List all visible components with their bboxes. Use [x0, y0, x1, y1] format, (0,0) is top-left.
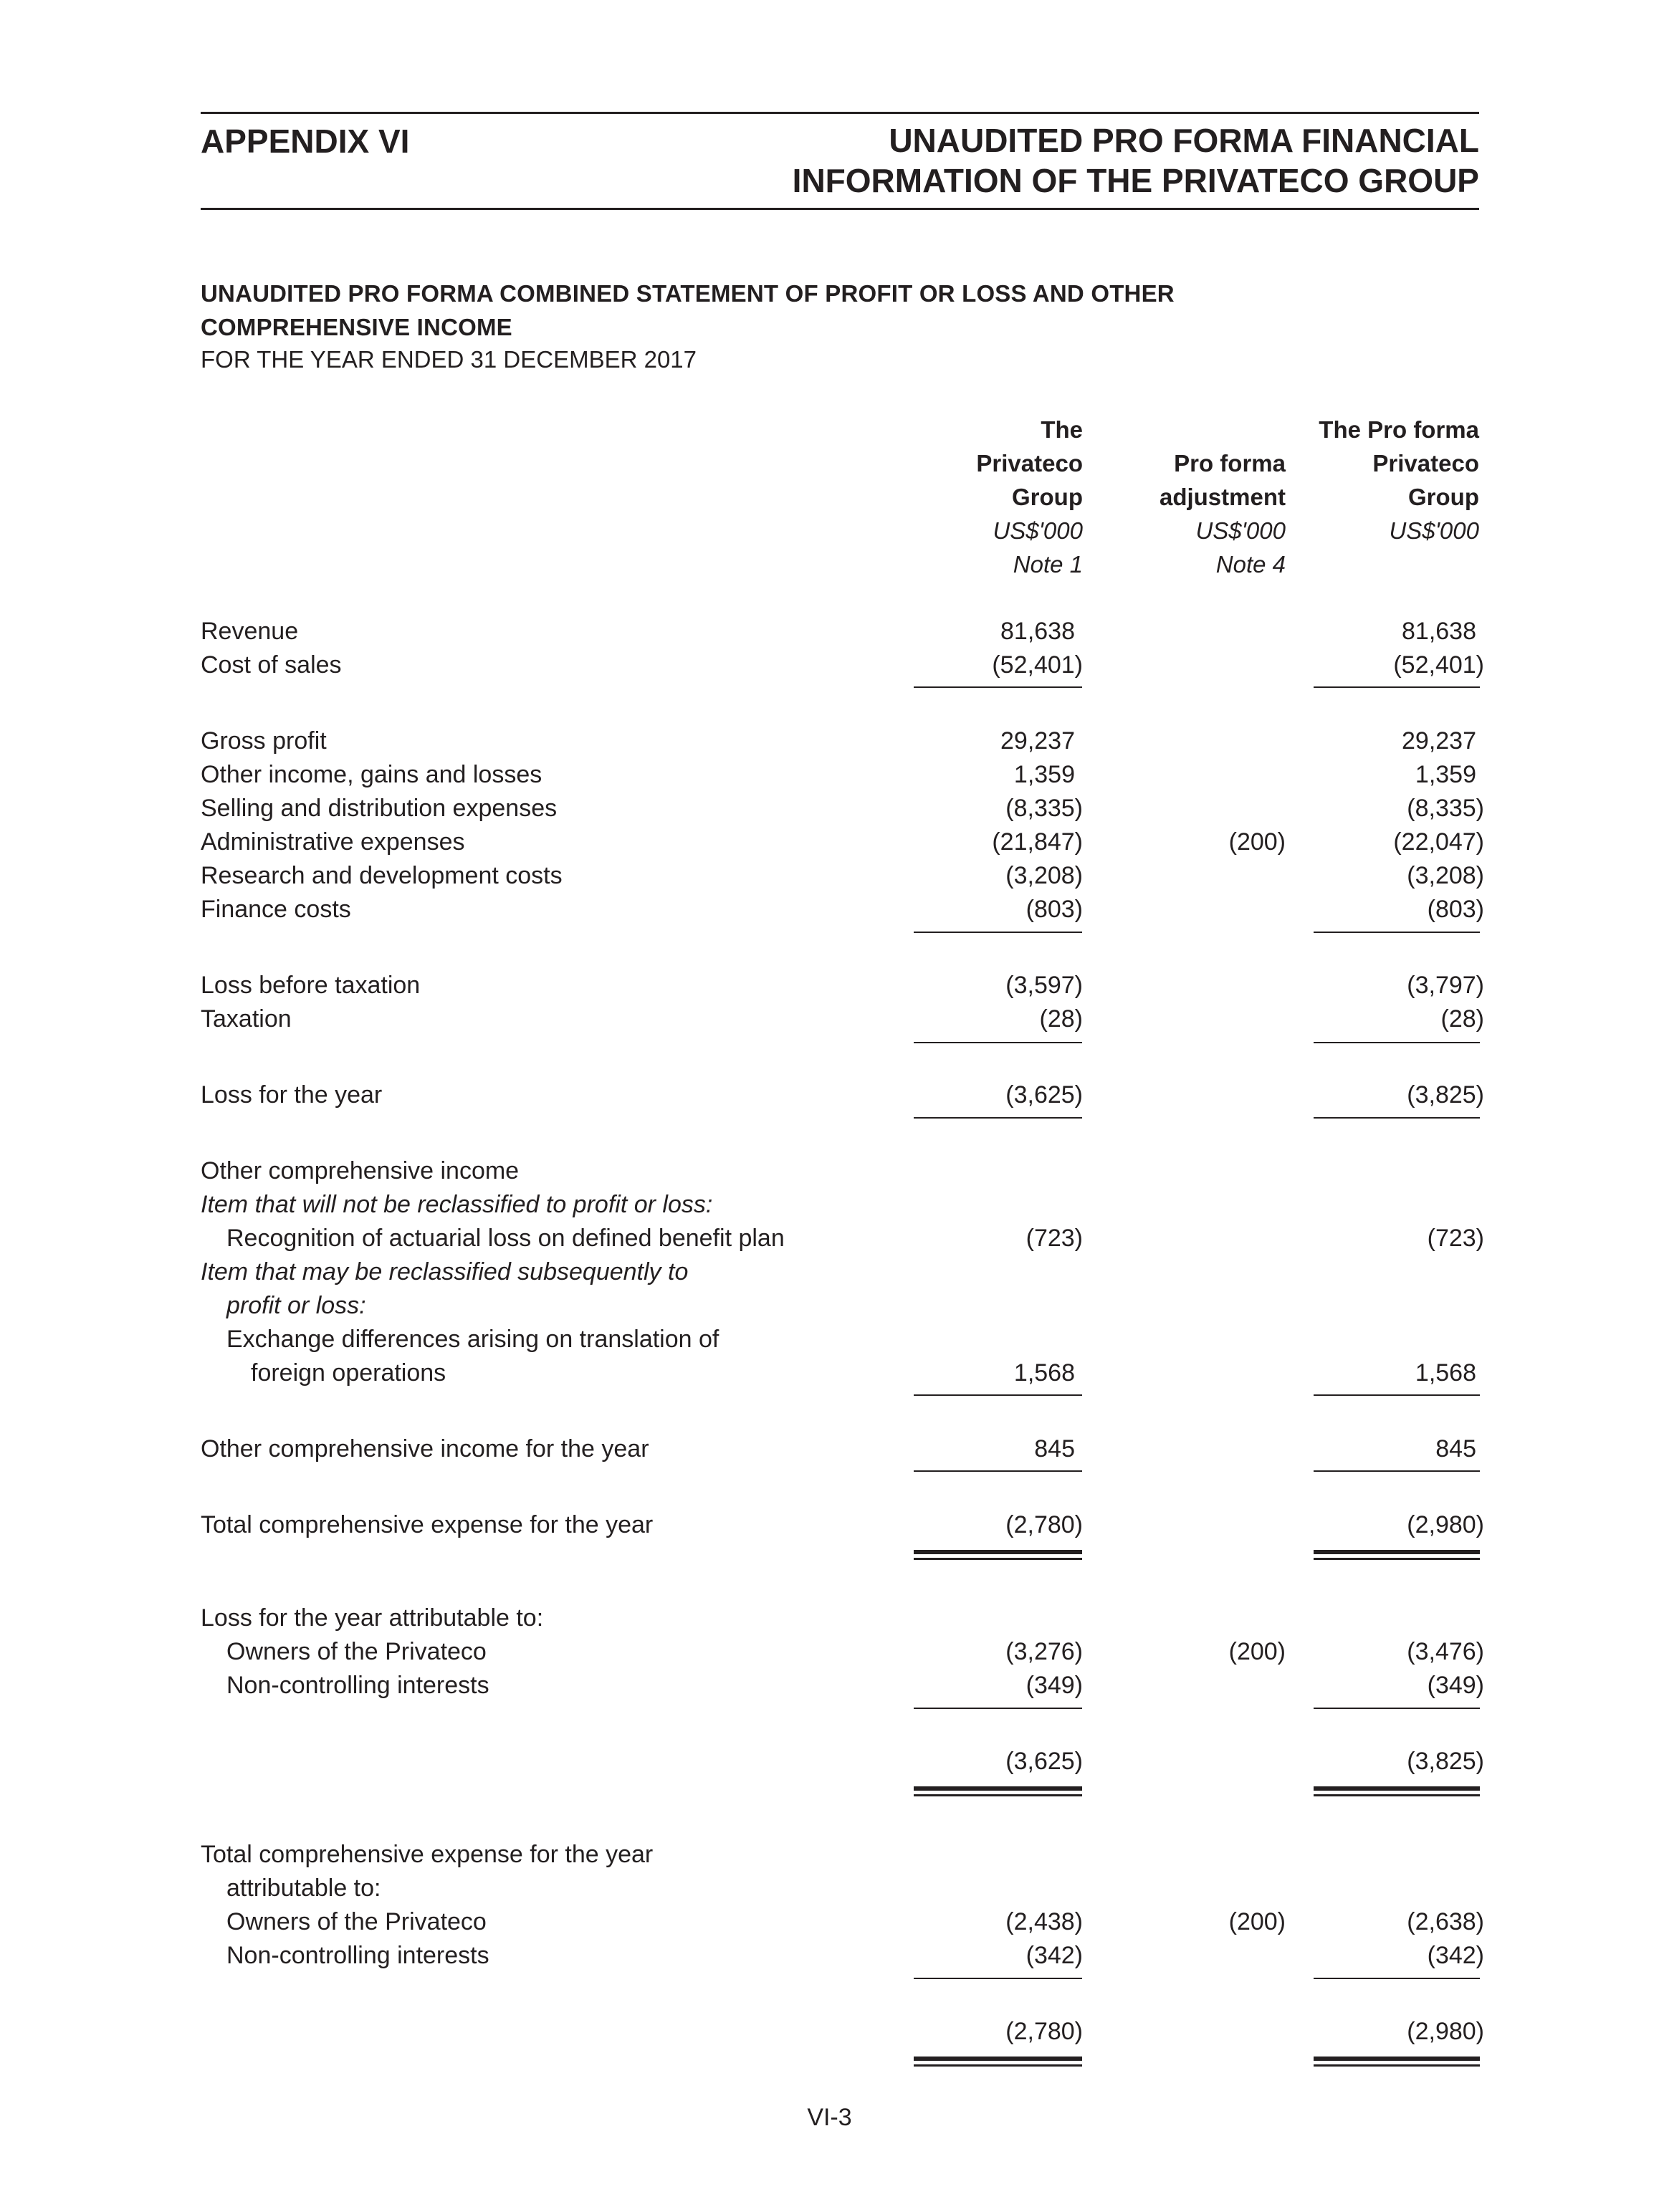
row-label: Non-controlling interests: [226, 1942, 489, 1969]
row-label: Other income, gains and losses: [201, 761, 542, 788]
row-gross-profit: [0, 724, 1659, 758]
cell-privateco-group: 1,568: [1013, 1359, 1075, 1387]
statement-title-line2: COMPREHENSIVE INCOME: [201, 314, 512, 340]
total-double-rule: [1314, 2057, 1480, 2067]
cell-privateco-group: (3,208): [1005, 862, 1083, 889]
row-tce-attributable-line2: [0, 1872, 1659, 1905]
cell-pro-forma-group: (8,335): [1407, 795, 1484, 822]
row-taxation: [0, 1002, 1659, 1036]
subtotal-rule: [1314, 932, 1480, 933]
row-label: Loss for the year attributable to:: [201, 1604, 544, 1632]
total-double-rule: [1314, 1786, 1480, 1796]
cell-pro-forma-group: 81,638: [1402, 618, 1476, 645]
col1-line2: Privateco: [976, 450, 1083, 477]
header-bottom-rule: [201, 208, 1479, 210]
cell-pro-forma-group: (3,476): [1407, 1638, 1484, 1665]
cell-privateco-group: (349): [1025, 1672, 1083, 1699]
cell-pro-forma-group: (803): [1427, 896, 1484, 923]
cell-pro-forma-adjustment: (200): [1228, 1908, 1286, 1935]
cell-pro-forma-group: (349): [1427, 1672, 1484, 1699]
subtotal-rule: [914, 686, 1082, 688]
row-label: Owners of the Privateco: [226, 1638, 487, 1665]
subtotal-rule: [1314, 1117, 1480, 1119]
row-total-comprehensive-expense: [0, 1508, 1659, 1542]
row-cost-of-sales: [0, 648, 1659, 682]
row-label: Cost of sales: [201, 651, 342, 679]
row-tce-attributable-total: [0, 2015, 1659, 2049]
cell-privateco-group: (2,780): [1005, 1511, 1083, 1538]
row-label: Gross profit: [201, 727, 327, 755]
cell-privateco-group: (3,276): [1005, 1638, 1083, 1665]
subtotal-rule: [1314, 1394, 1480, 1396]
page-number: VI-3: [807, 2104, 852, 2131]
row-label: Item that may be reclassified subsequently to: [201, 1258, 689, 1285]
cell-privateco-group: 1,359: [1013, 761, 1075, 788]
cell-pro-forma-group: (3,825): [1407, 1081, 1484, 1109]
row-label: Non-controlling interests: [226, 1672, 489, 1699]
total-double-rule: [914, 1786, 1082, 1796]
row-label: Other comprehensive income: [201, 1157, 520, 1184]
total-double-rule: [1314, 1550, 1480, 1560]
cell-privateco-group: (8,335): [1005, 795, 1083, 822]
row-tce-attributable-line1: [0, 1838, 1659, 1872]
statement-period: FOR THE YEAR ENDED 31 DECEMBER 2017: [201, 346, 697, 373]
row-label: foreign operations: [251, 1359, 446, 1387]
col2-line2: adjustment: [1159, 484, 1286, 510]
row-oci-total: [0, 1432, 1659, 1466]
cell-pro-forma-group: 845: [1435, 1435, 1476, 1462]
col3-line2: Privateco: [1372, 450, 1479, 477]
cell-privateco-group: (3,597): [1005, 972, 1083, 999]
col3-line3: Group: [1408, 484, 1479, 510]
row-loss-nci: [0, 1669, 1659, 1703]
col3-line1: The Pro forma: [1319, 416, 1479, 443]
row-actuarial-loss: [0, 1222, 1659, 1255]
row-label: Research and development costs: [201, 862, 563, 889]
subtotal-rule: [914, 1394, 1082, 1396]
cell-pro-forma-group: (2,980): [1407, 2018, 1484, 2045]
cell-privateco-group: (342): [1025, 1942, 1083, 1969]
cell-privateco-group: 29,237: [1000, 727, 1075, 755]
subtotal-rule: [1314, 1708, 1480, 1709]
row-label: Revenue: [201, 618, 299, 645]
subtotal-rule: [1314, 1978, 1480, 1979]
row-label: Owners of the Privateco: [226, 1908, 487, 1935]
row-administrative: [0, 825, 1659, 859]
row-oci-heading: [0, 1154, 1659, 1188]
row-exchange-differences-line1: [0, 1323, 1659, 1356]
row-label: Administrative expenses: [201, 828, 465, 856]
cell-privateco-group: (2,438): [1005, 1908, 1083, 1935]
cell-pro-forma-adjustment: (200): [1228, 828, 1286, 856]
row-label: Total comprehensive expense for the year: [201, 1841, 654, 1868]
subtotal-rule: [1314, 686, 1480, 688]
row-exchange-differences-line2: [0, 1356, 1659, 1390]
cell-privateco-group: 81,638: [1000, 618, 1075, 645]
cell-pro-forma-group: (2,638): [1407, 1908, 1484, 1935]
row-loss-attributable-heading: [0, 1601, 1659, 1635]
cell-privateco-group: (2,780): [1005, 2018, 1083, 2045]
row-label: Item that will not be reclassified to profit or loss:: [201, 1191, 713, 1218]
subtotal-rule: [914, 1708, 1082, 1709]
cell-privateco-group: (3,625): [1005, 1081, 1083, 1109]
cell-pro-forma-group: 29,237: [1402, 727, 1476, 755]
col1-unit: US$'000: [993, 517, 1083, 544]
row-selling-distribution: [0, 792, 1659, 825]
row-label: profit or loss:: [226, 1292, 366, 1319]
col3-unit: US$'000: [1389, 517, 1479, 544]
total-double-rule: [914, 2057, 1082, 2067]
col1-line3: Group: [1012, 484, 1083, 510]
subtotal-rule: [1314, 1042, 1480, 1043]
statement-title: [201, 277, 1175, 344]
row-loss-owners: [0, 1635, 1659, 1669]
col2-unit: US$'000: [1195, 517, 1286, 544]
cell-privateco-group: (21,847): [992, 828, 1083, 856]
header-top-rule: [201, 112, 1479, 114]
cell-privateco-group: (52,401): [992, 651, 1083, 679]
appendix-label: APPENDIX VI: [201, 123, 410, 160]
column-header-pro-forma-adjustment: [1160, 446, 1286, 581]
row-research-development: [0, 859, 1659, 893]
row-label: Loss for the year: [201, 1081, 383, 1109]
row-label: Recognition of actuarial loss on defined benefit plan: [226, 1225, 785, 1252]
row-loss-before-taxation: [0, 969, 1659, 1002]
statement-title-line1: UNAUDITED PRO FORMA COMBINED STATEMENT OF PROFIT OR LOSS AND OTHER: [201, 280, 1175, 307]
cell-pro-forma-group: (342): [1427, 1942, 1484, 1969]
col2-note: Note 4: [1215, 551, 1286, 578]
cell-pro-forma-group: (22,047): [1393, 828, 1484, 856]
row-tce-nci: [0, 1939, 1659, 1973]
row-other-income: [0, 758, 1659, 792]
row-label: Finance costs: [201, 896, 351, 923]
cell-pro-forma-group: (52,401): [1393, 651, 1484, 679]
row-loss-for-year: [0, 1078, 1659, 1112]
row-label: Other comprehensive income for the year: [201, 1435, 649, 1462]
row-label: Loss before taxation: [201, 972, 421, 999]
cell-pro-forma-adjustment: (200): [1228, 1638, 1286, 1665]
cell-privateco-group: (803): [1025, 896, 1083, 923]
cell-privateco-group: (3,625): [1005, 1748, 1083, 1775]
subtotal-rule: [914, 932, 1082, 933]
subtotal-rule: [914, 1470, 1082, 1472]
row-finance-costs: [0, 893, 1659, 927]
subtotal-rule: [914, 1042, 1082, 1043]
total-double-rule: [914, 1550, 1082, 1560]
cell-pro-forma-group: (3,825): [1407, 1748, 1484, 1775]
cell-pro-forma-group: 1,359: [1415, 761, 1476, 788]
col1-line1: The: [1041, 416, 1083, 443]
col1-note: Note 1: [1013, 551, 1083, 578]
cell-pro-forma-group: (3,797): [1407, 972, 1484, 999]
appendix-title-line1: UNAUDITED PRO FORMA FINANCIAL: [889, 122, 1479, 159]
appendix-title-line2: INFORMATION OF THE PRIVATECO GROUP: [792, 162, 1479, 199]
cell-privateco-group: 845: [1034, 1435, 1075, 1462]
col2-line1: Pro forma: [1174, 450, 1286, 477]
row-revenue: [0, 615, 1659, 648]
appendix-title: [793, 120, 1479, 201]
row-label: Taxation: [201, 1005, 292, 1033]
row-label: Selling and distribution expenses: [201, 795, 558, 822]
subtotal-rule: [914, 1117, 1082, 1119]
row-loss-attributable-total: [0, 1745, 1659, 1778]
row-oci-not-reclassified: [0, 1188, 1659, 1222]
row-oci-reclassified-line2: [0, 1289, 1659, 1323]
cell-pro-forma-group: (2,980): [1407, 1511, 1484, 1538]
cell-pro-forma-group: (28): [1440, 1005, 1484, 1033]
subtotal-rule: [914, 1978, 1082, 1979]
cell-pro-forma-group: (3,208): [1407, 862, 1484, 889]
column-header-pro-forma-group: [1319, 413, 1479, 547]
cell-privateco-group: (723): [1025, 1225, 1083, 1252]
cell-pro-forma-group: (723): [1427, 1225, 1484, 1252]
cell-pro-forma-group: 1,568: [1415, 1359, 1476, 1387]
row-tce-owners: [0, 1905, 1659, 1939]
row-oci-reclassified-line1: [0, 1255, 1659, 1289]
row-label: Total comprehensive expense for the year: [201, 1511, 654, 1538]
column-header-privateco-group: [976, 413, 1083, 581]
row-label: Exchange differences arising on translation of: [226, 1326, 719, 1353]
row-label: attributable to:: [226, 1875, 381, 1902]
cell-privateco-group: (28): [1039, 1005, 1083, 1033]
subtotal-rule: [1314, 1470, 1480, 1472]
